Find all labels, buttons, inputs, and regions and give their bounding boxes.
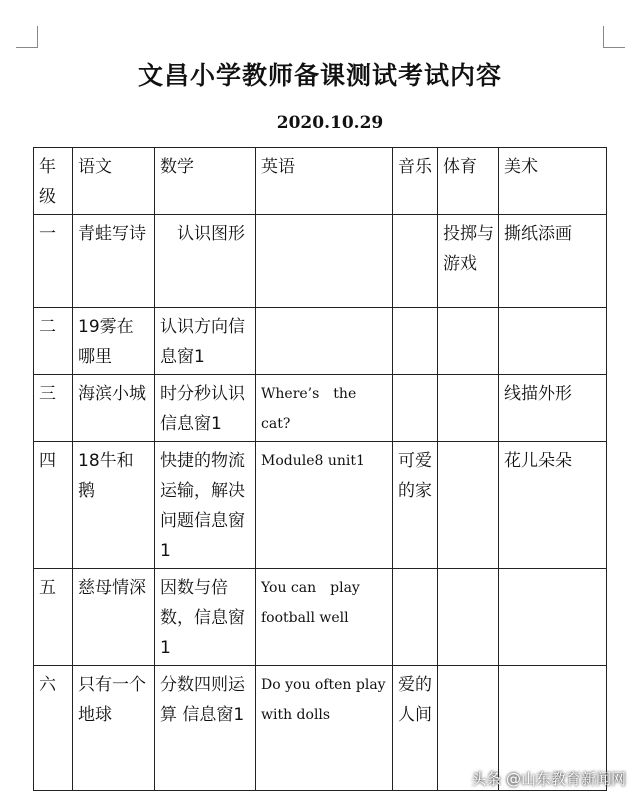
table-row: [34, 569, 607, 666]
art-cell: [499, 308, 607, 375]
english-cell: Where’s the cat?: [256, 375, 393, 442]
music-cell: [393, 569, 438, 666]
table-row: [34, 375, 607, 442]
header-cell-art: 美术: [499, 148, 607, 215]
english-cell: [256, 215, 393, 308]
music-cell: [393, 215, 438, 308]
art-cell: 花儿朵朵: [499, 442, 607, 569]
source-watermark: 头条 @山东教育新闻网: [471, 770, 626, 788]
chinese-cell: 19雾在哪里: [73, 308, 155, 375]
english-cell: Do you often play with dolls: [256, 666, 393, 791]
crop-mark-top-left-horizontal: [16, 47, 38, 48]
art-cell: 撕纸添画: [499, 215, 607, 308]
math-cell: 因数与倍数，信息窗1: [155, 569, 256, 666]
header-row: [34, 148, 607, 215]
math-cell: 分数四则运算 信息窗1: [155, 666, 256, 791]
math-cell: 认识图形: [155, 215, 256, 308]
schedule-table: [33, 147, 607, 791]
grade-cell: 三: [34, 375, 73, 442]
pe-cell: [438, 308, 499, 375]
music-cell: 可爱的家: [393, 442, 438, 569]
crop-mark-top-right-horizontal: [603, 47, 625, 48]
art-cell: 线描外形: [499, 375, 607, 442]
header-cell-music: 音乐: [393, 148, 438, 215]
music-cell: 爱的人间: [393, 666, 438, 791]
chinese-cell: 慈母情深: [73, 569, 155, 666]
crop-mark-top-left-vertical: [37, 26, 38, 48]
grade-cell: 五: [34, 569, 73, 666]
art-cell: [499, 569, 607, 666]
table-row: [34, 215, 607, 308]
crop-mark-top-right-vertical: [603, 26, 604, 48]
chinese-cell: 青蛙写诗: [73, 215, 155, 308]
math-cell: 认识方向信息窗1: [155, 308, 256, 375]
pe-cell: 投掷与游戏: [438, 215, 499, 308]
grade-cell: 一: [34, 215, 73, 308]
pe-cell: [438, 442, 499, 569]
document-date: 2020.10.29: [276, 113, 384, 133]
grade-cell: 二: [34, 308, 73, 375]
english-cell: [256, 308, 393, 375]
english-cell: Module8 unit1: [256, 442, 393, 569]
pe-cell: [438, 375, 499, 442]
chinese-cell: 只有一个地球: [73, 666, 155, 791]
chinese-cell: 18牛和鹅: [73, 442, 155, 569]
math-cell: 时分秒认识信息窗1: [155, 375, 256, 442]
english-cell: You can play football well: [256, 569, 393, 666]
document-title: 文昌小学教师备课测试考试内容: [137, 61, 502, 90]
grade-cell: 六: [34, 666, 73, 791]
music-cell: [393, 375, 438, 442]
header-cell-pe: 体育: [438, 148, 499, 215]
table-row: [34, 442, 607, 569]
grade-cell: 四: [34, 442, 73, 569]
header-cell-english: 英语: [256, 148, 393, 215]
music-cell: [393, 308, 438, 375]
header-cell-math: 数学: [155, 148, 256, 215]
math-cell: 快捷的物流运输，解决问题信息窗1: [155, 442, 256, 569]
table-row: [34, 308, 607, 375]
chinese-cell: 海滨小城: [73, 375, 155, 442]
header-cell-chinese: 语文: [73, 148, 155, 215]
header-cell-grade: 年级: [34, 148, 73, 215]
pe-cell: [438, 569, 499, 666]
